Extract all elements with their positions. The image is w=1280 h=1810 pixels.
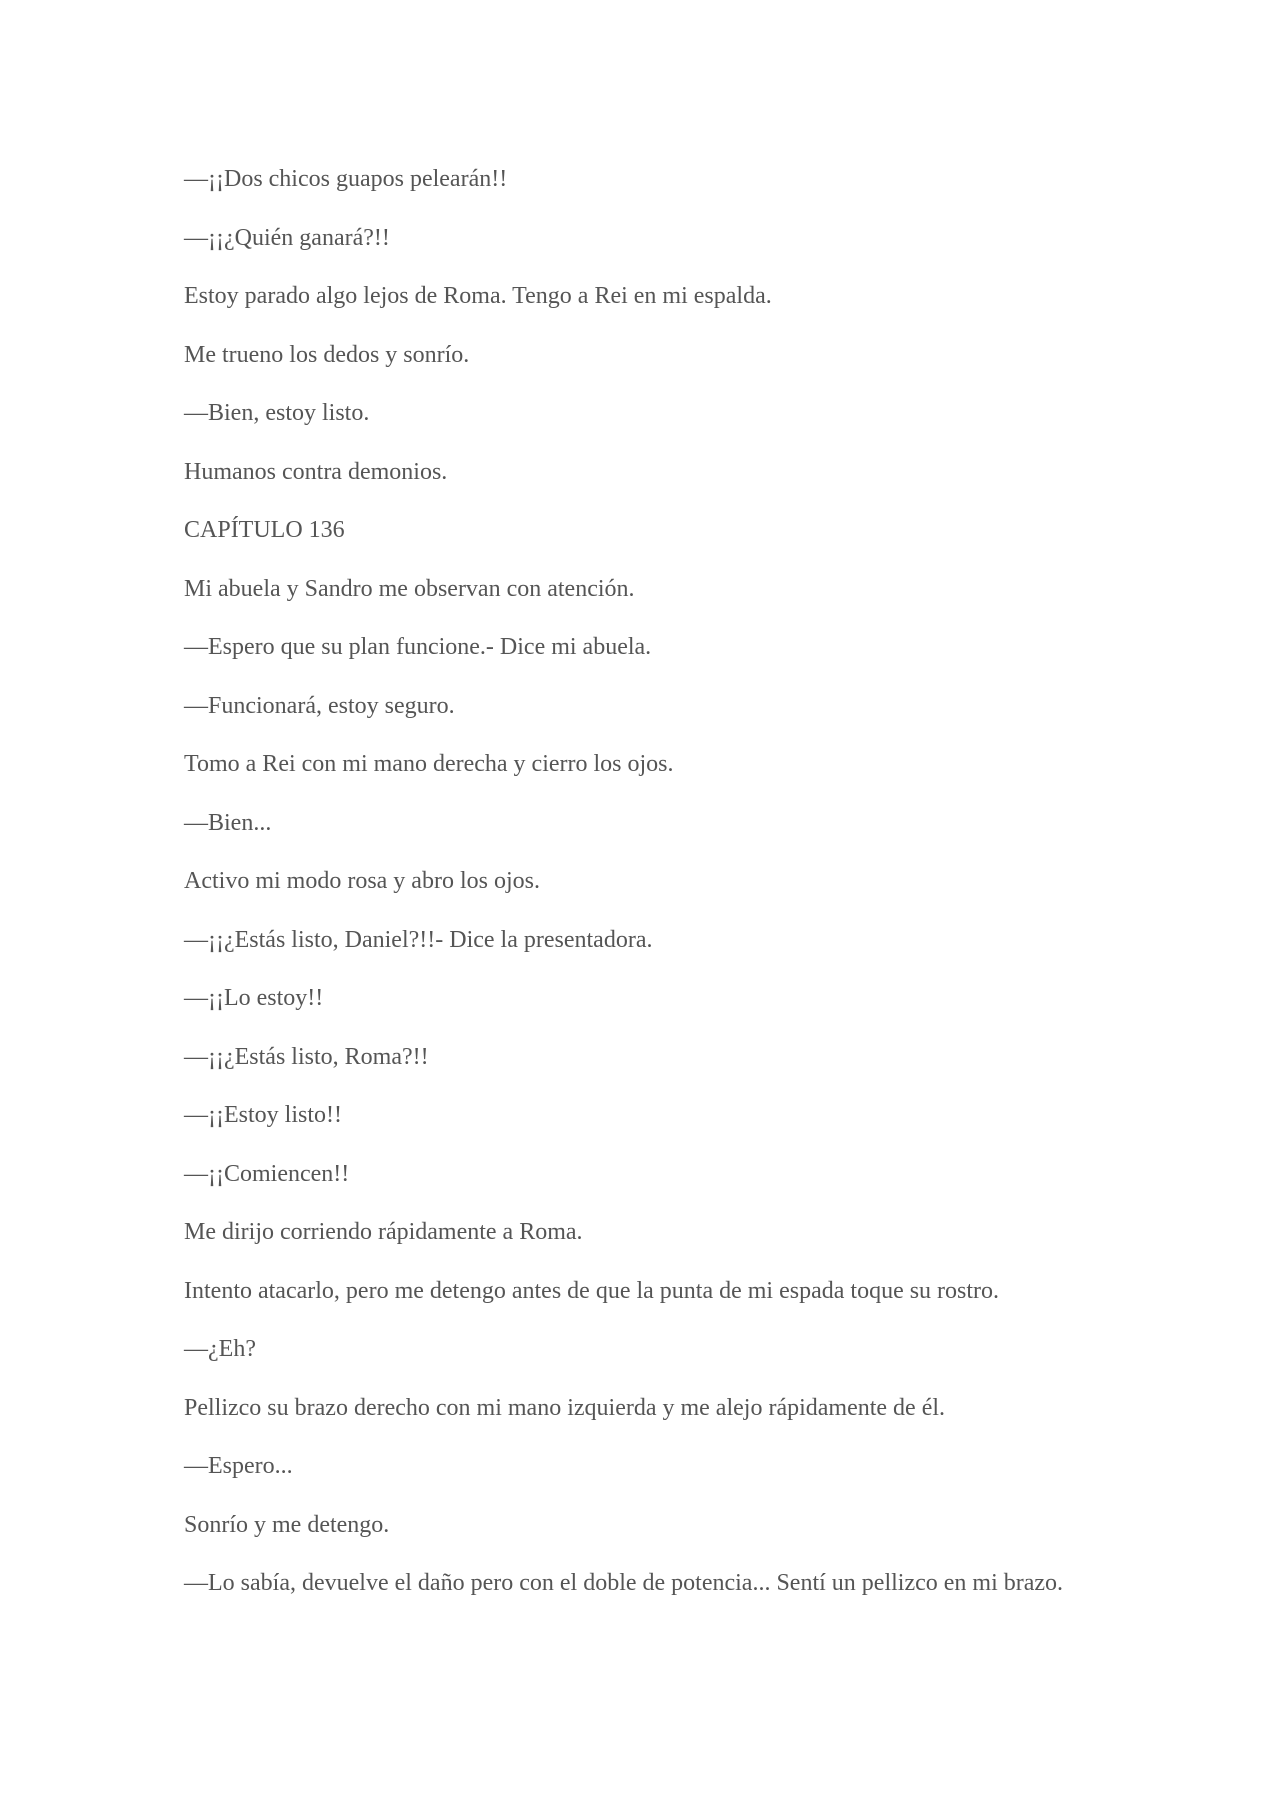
- paragraph: Estoy parado algo lejos de Roma. Tengo a Rei en mi espalda.: [184, 283, 772, 309]
- paragraph: Me dirijo corriendo rápidamente a Roma.: [184, 1219, 583, 1245]
- paragraph: —Lo sabía, devuelve el daño pero con el doble de potencia... Sentí un pellizco en mi brazo.: [184, 1570, 1064, 1596]
- paragraph: Mi abuela y Sandro me observan con atención.: [184, 575, 635, 602]
- paragraph: Humanos contra demonios.: [184, 458, 448, 485]
- paragraph: Pellizco su brazo derecho con mi mano izquierda y me alejo rápidamente de él.: [184, 1394, 946, 1421]
- paragraph: Me trueno los dedos y sonrío.: [184, 341, 470, 368]
- paragraph: —¡¡¿Quién ganará?!!: [184, 224, 390, 251]
- paragraph: —¡¡Dos chicos guapos pelearán!!: [184, 166, 508, 192]
- paragraph: Tomo a Rei con mi mano derecha y cierro los ojos.: [184, 751, 674, 777]
- paragraph: —Espero que su plan funcione.- Dice mi abuela.: [184, 634, 652, 660]
- paragraph: Sonrío y me detengo.: [184, 1511, 390, 1538]
- paragraph: —¡¡Estoy listo!!: [184, 1102, 342, 1128]
- chapter-heading: CAPÍTULO 136: [184, 517, 345, 543]
- paragraph: —¿Eh?: [184, 1336, 256, 1362]
- paragraph: Activo mi modo rosa y abro los ojos.: [184, 868, 540, 894]
- paragraph: —¡¡Lo estoy!!: [184, 985, 324, 1011]
- paragraph: Intento atacarlo, pero me detengo antes de que la punta de mi espada toque su rostro.: [184, 1277, 1000, 1304]
- document-body: [184, 159, 1084, 1622]
- paragraph: —¡¡¿Estás listo, Daniel?!!- Dice la presentadora.: [184, 926, 653, 953]
- paragraph: —¡¡Comiencen!!: [184, 1160, 350, 1187]
- paragraph: —Bien, estoy listo.: [184, 400, 370, 426]
- paragraph: —Espero...: [184, 1453, 293, 1479]
- paragraph: —Bien...: [184, 809, 272, 836]
- paragraph: —¡¡¿Estás listo, Roma?!!: [184, 1043, 429, 1070]
- paragraph: —Funcionará, estoy seguro.: [184, 692, 455, 719]
